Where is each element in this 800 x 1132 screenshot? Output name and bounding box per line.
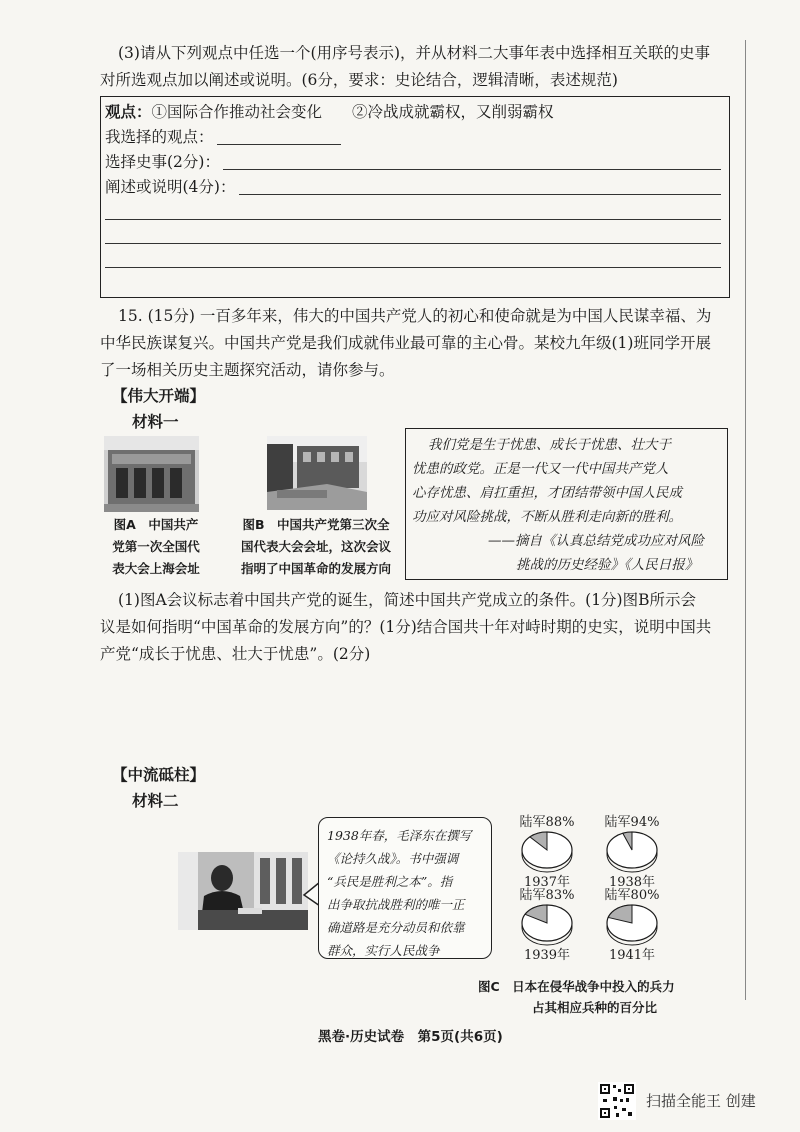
q15-1-line2: 议是如何指明“中国革命的发展方向”的？(1分)结合国共十年对峙时期的史实，说明中国共: [100, 618, 712, 636]
figure-c-pie-charts: [500, 808, 730, 978]
pie-year-1939年: 1939年: [523, 948, 571, 963]
pie-1939年: [520, 887, 575, 963]
viewpoint-2: ②冷战成就霸权，又削弱霸权: [352, 103, 554, 121]
section-title-mainstay: 【中流砥柱】: [112, 766, 206, 784]
mao-speech-bubble: [318, 817, 492, 959]
q15-1-line1: (1)图A会议标志着中国共产党的诞生，简述中国共产党成立的条件。(1分)图B所示会: [118, 591, 696, 609]
page-footer: 黑卷·历史试卷 第5页(共6页): [318, 1029, 503, 1045]
quote-line4: 功应对风险挑战，不断从胜利走向新的胜利。: [412, 509, 682, 525]
pie-year-1937年: 1937年: [523, 875, 571, 890]
q15-intro-line3: 了一场相关历史主题探究活动，请你参与。: [100, 361, 395, 379]
qr-code-icon: [598, 1082, 636, 1120]
page-right-margin-rule: [745, 40, 746, 1000]
figure-a-photo: [104, 436, 199, 512]
pie-1937年: [520, 814, 575, 890]
section-title-great-beginning: 【伟大开端】: [112, 387, 206, 405]
pie-label-1941年: 陆军80%: [604, 888, 660, 903]
q14-part3-line2: 对所选观点加以阐述或说明。(6分，要求：史论结合，逻辑清晰，表述规范): [100, 71, 618, 89]
explain-label: 阐述或说明(4分)：: [105, 178, 236, 196]
bubble-line3: “兵民是胜利之本”。指: [327, 874, 453, 889]
quote-line3: 心存忧患、肩扛重担，才团结带领中国人民成: [412, 485, 682, 501]
pie-1938年: [605, 814, 660, 890]
viewpoint-1: ①国际合作推动社会变化: [151, 103, 323, 121]
figure-c-caption-line1: 图C 日本在侵华战争中投入的兵力: [478, 979, 675, 994]
figure-c-caption-line2: 占其相应兵种的百分比: [532, 1000, 658, 1015]
figure-a-caption-line3: 表大会上海会址: [112, 561, 200, 576]
pie-1941年: [605, 887, 660, 963]
q14-part3-line1: (3)请从下列观点中任选一个(用序号表示)，并从材料二大事年表中选择相互关联的史事: [118, 44, 711, 62]
explain-answer-line-4[interactable]: [105, 267, 721, 268]
quote-line2: 忧患的政党。正是一代又一代中国共产党人: [412, 461, 669, 477]
choose-answer-line[interactable]: [217, 144, 341, 145]
material1-label: 材料一: [132, 413, 179, 431]
mao-writing-photo: [178, 852, 308, 930]
bubble-line6: 群众，实行人民战争: [327, 943, 440, 958]
explain-answer-line-3[interactable]: [105, 243, 721, 244]
figure-a-caption: [104, 514, 208, 580]
pie-label-1939年: 陆军83%: [519, 888, 575, 903]
people-daily-quote-box: [405, 428, 728, 580]
quote-line1: 我们党是生于忧患、成长于忧患、壮大于: [428, 437, 671, 453]
history-answer-line[interactable]: [223, 169, 721, 170]
viewpoints-label: 观点：: [105, 103, 152, 121]
bubble-line5: 确道路是充分动员和依靠: [327, 920, 465, 935]
figure-a-caption-line1: 图A 中国共产: [113, 517, 199, 532]
bubble-line4: 出争取抗战胜利的唯一正: [327, 897, 465, 912]
pie-year-1938年: 1938年: [608, 875, 656, 890]
explain-answer-line-2[interactable]: [105, 219, 721, 220]
explain-answer-line-1[interactable]: [239, 194, 721, 195]
pie-year-1941年: 1941年: [608, 948, 656, 963]
figure-b-caption-line3: 指明了中国革命的发展方向: [240, 561, 391, 576]
figure-a-caption-line2: 党第一次全国代: [112, 539, 200, 554]
quote-source-line1: ——摘自《认真总结党成功应对风险: [488, 533, 704, 549]
material2-label: 材料二: [132, 792, 179, 810]
quote-source-line2: 挑战的历史经验》《人民日报》: [516, 557, 699, 573]
figure-b-caption-line2: 国代表大会会址，这次会议: [240, 539, 391, 554]
q15-intro-line1: 15. (15分) 一百多年来，伟大的中国共产党人的初心和使命就是为中国人民谋幸福、为: [118, 307, 712, 325]
pie-label-1937年: 陆军88%: [519, 815, 575, 830]
answer-box: [100, 96, 730, 298]
figure-b-caption-line1: 图B 中国共产党第三次全: [242, 517, 390, 532]
history-label: 选择史事(2分)：: [105, 153, 220, 171]
figure-b-photo: [267, 436, 367, 510]
bubble-line2: 《论持久战》。书中强调: [327, 851, 459, 866]
viewpoints-row: [105, 99, 554, 126]
q15-1-line3: 产党“成长于忧患、壮大于忧患”。(2分): [100, 645, 371, 663]
figure-b-caption: [236, 514, 396, 580]
pie-label-1938年: 陆军94%: [604, 815, 660, 830]
bubble-line1: 1938年春，毛泽东在撰写: [327, 828, 472, 843]
scanner-watermark: 扫描全能王 创建: [646, 1092, 756, 1110]
q15-intro-line2: 中华民族谋复兴。中国共产党是我们成就伟业最可靠的主心骨。某校九年级(1)班同学开展: [100, 334, 711, 352]
choose-label: 我选择的观点：: [105, 128, 214, 146]
